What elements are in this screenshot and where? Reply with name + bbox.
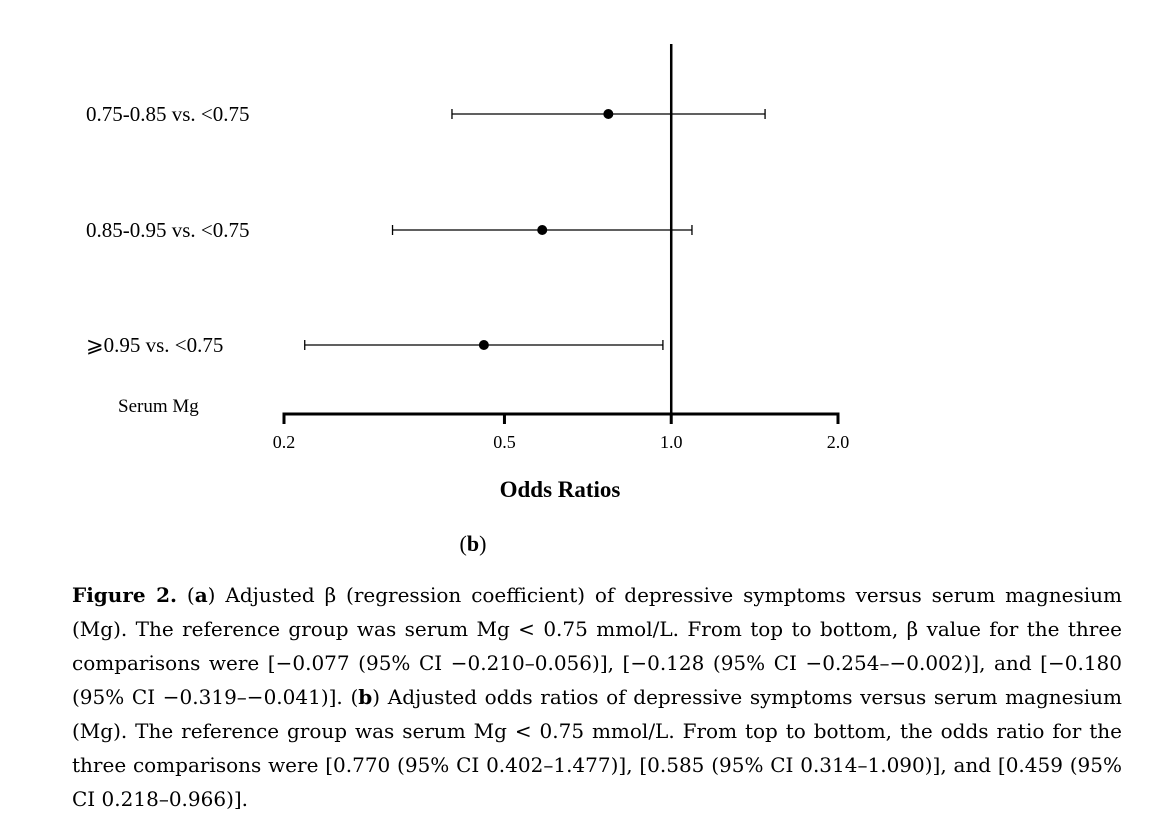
row-label: 0.75-0.85 vs. <0.75 <box>86 102 250 126</box>
row-label: ⩾0.95 vs. <0.75 <box>86 333 224 357</box>
row-label: 0.85-0.95 vs. <0.75 <box>86 218 250 242</box>
plot-rows <box>86 102 765 357</box>
caption-part-b-label: b <box>358 685 373 709</box>
panel-label-letter: b <box>466 531 480 556</box>
caption-part-a-label: a <box>194 583 208 607</box>
odds-ratio-point <box>537 225 547 235</box>
odds-ratio-point <box>603 109 613 119</box>
caption-part-b-text: Adjusted odds ratios of depressive symptoms versus serum magnesium (Mg). The reference group was serum Mg < 0.75 mmol/L. From top to bottom, the odds ratio for the three comparisons were [0.770 (95% CI 0.402–1.477)], [0.585 (95% CI 0.314–1.090)], and [0.459 (95% CI 0.218–0.966)]. <box>72 685 1122 811</box>
figure-number: Figure 2. <box>72 583 177 607</box>
x-tick-label: 0.5 <box>493 432 516 452</box>
group-label: Serum Mg <box>118 396 199 417</box>
odds-ratio-point <box>479 340 489 350</box>
x-tick-label: 0.2 <box>272 432 296 452</box>
figure-caption: Figure 2. (a) Adjusted β (regression coefficient) of depressive symptoms versus serum magnesium (Mg). The reference group was serum Mg < 0.75 mmol/L. From top to bottom, β value for the three comparisons were [−0.077 (95% CI −0.210–0.056)], [−0.128 (95% CI −0.254–−0.002)], and [−0.180 (95% CI −0.319–−0.041)]. (b) Adjusted odds ratios of depressive symptoms versus serum magnesium (Mg). The reference group was serum Mg < 0.75 mmol/L. From top to bottom, the odds ratio for the three comparisons were [0.770 (95% CI 0.402–1.477)], [0.585 (95% CI 0.314–1.090)], and [0.459 (95% CI 0.218–0.966)]. <box>72 583 1122 811</box>
x-tick-label: 2.0 <box>826 432 850 452</box>
x-tick-label: 1.0 <box>659 432 683 452</box>
x-axis-ticks <box>273 414 850 452</box>
x-axis-title: Odds Ratios <box>499 477 621 502</box>
caption-part-a-text: Adjusted β (regression coefficient) of depressive symptoms versus serum magnesium (Mg). The reference group was serum Mg < 0.75 mmol/L. From top to bottom, β value for the three comparisons were [−0.077 (95% CI −0.210–0.056)], [−0.128 (95% CI −0.254–−0.002)], and [−0.180 (95% CI −0.319–−0.041)]. <box>72 583 1122 709</box>
panel-label: (b) <box>459 531 487 556</box>
